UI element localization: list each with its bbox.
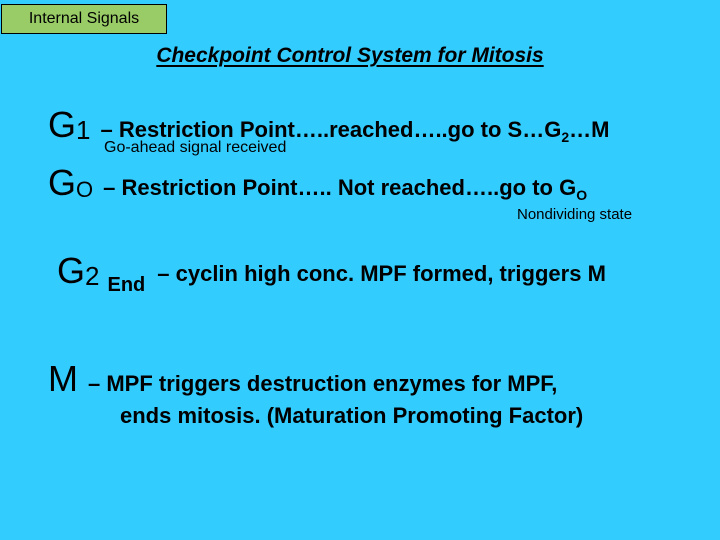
- m-text: – MPF triggers destruction enzymes for MPF,: [88, 371, 558, 396]
- g1-note: Go-ahead signal received: [104, 139, 287, 156]
- g0-text-subscript: O: [576, 187, 588, 203]
- g2-line: [57, 250, 606, 296]
- g1-text-subscript: 2: [561, 129, 570, 145]
- internal-signals-tag: Internal Signals: [1, 4, 167, 34]
- g1-label: G: [48, 104, 77, 145]
- g1-subscript: 1: [76, 115, 91, 145]
- m-label: M: [48, 358, 78, 399]
- g1-text: – Restriction Point…..reached…..go to S…G: [100, 117, 562, 142]
- g0-text: – Restriction Point….. Not reached…..go to G: [103, 175, 577, 200]
- m-line: [48, 358, 557, 400]
- g0-label: G: [48, 162, 77, 203]
- g1-text-end: …M: [569, 117, 610, 142]
- g2-subscript: 2: [85, 261, 100, 291]
- g0-subscript: O: [76, 177, 94, 202]
- m-text-continued: ends mitosis. (Maturation Promoting Factor): [120, 403, 584, 428]
- slide-title: Checkpoint Control System for Mitosis: [156, 44, 544, 67]
- g0-note: Nondividing state: [517, 206, 633, 223]
- g2-label: G: [57, 250, 86, 291]
- g2-text: – cyclin high conc. MPF formed, triggers M: [157, 261, 606, 286]
- g0-line: [48, 162, 587, 204]
- g2-end-label: End: [107, 274, 146, 296]
